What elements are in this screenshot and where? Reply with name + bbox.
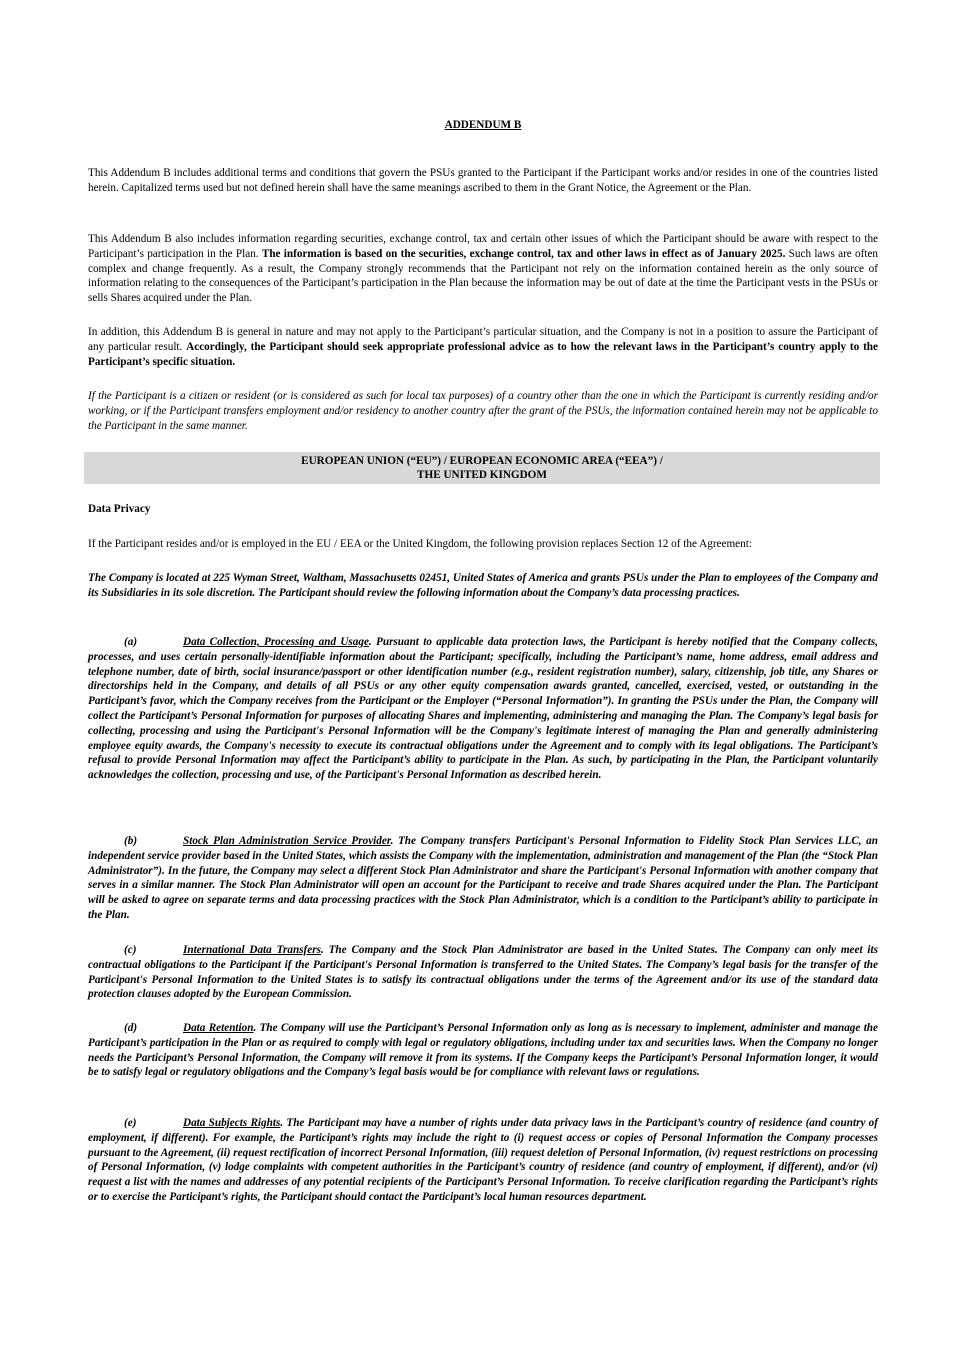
band-line-2: THE UNITED KINGDOM: [417, 469, 547, 482]
band-line-1: EUROPEAN UNION (“EU”) / EUROPEAN ECONOMIC AREA (“EEA”) /: [301, 455, 663, 467]
intro-2-bold: The information is based on the securities, exchange control, tax and other laws in effect as of January 2025.: [261, 247, 786, 260]
privacy-item-e: [88, 1116, 878, 1205]
intro-paragraph-3: [88, 325, 878, 369]
item-title: Data Retention: [183, 1022, 254, 1034]
item-label: (e): [124, 1117, 137, 1129]
item-text: . Pursuant to applicable data protection laws, the Participant is hereby notified that the Company collects, processes, and uses certain personally-identifiable information about the Participant; specifically, including the Participant’s name, home address, email address and telephone number, date of birth, social insurance/passport or other identification number (e.g., resident registration number), salary, citizenship, job title, any Shares or directorships held in the Company, and details of all PSUs or any other equity compensation awards granted, cancelled, exercised, vested, or outstanding in the Participant’s favor, which the Company receives from the Participant or the Employer (“Personal Information”). In granting the PSUs under the Plan, the Company will collect the Participant’s Personal Information for purposes of allocating Shares and implementing, administering and managing the Plan. The Company’s legal basis for collecting, processing and using the Participant's Personal Information will be the Company's legitimate interest of managing the Plan and generally administering employee equity awards, the Company's necessity to execute its contractual obligations under the Agreement and to comply with its legal obligations. The Participant’s refusal to provide Personal Information may affect the Participant’s ability to participate in the Plan. As such, by participating in the Plan, the Participant voluntarily acknowledges the collection, processing and use, of the Participant's Personal Information as described herein.: [88, 636, 879, 782]
item-text: . The Company transfers Participant's Personal Information to Fidelity Stock Plan Services LLC, an independent service provider based in the United States, which assists the Company with the implementation, administration and management of the Plan (the “Stock Plan Administrator”). In the future, the Company may select a different Stock Plan Administrator and share the Participant's Personal Information with another company that serves in a similar manner. The Stock Plan Administrator will open an account for the Participant to receive and trade Shares acquired under the Plan. The Participant will be asked to agree on separate terms and data processing practices with the Stock Plan Administrator, which is a condition to the Participant’s ability to participate in the Plan.: [88, 835, 878, 921]
privacy-item-c: [88, 943, 878, 1002]
item-text: . The Company will use the Participant’s Personal Information only as long as is necessary to implement, administer and manage the Participant’s participation in the Plan or as required to comply with legal or regulatory obligations, including under tax and securities laws. When the Company no longer needs the Participant’s Personal Information, the Company will remove it from its systems. If the Company keeps the Participant’s Personal Information longer, it would be to satisfy legal or regulatory obligations and the Company’s legal basis would be for compliance with relevant laws or regulations.: [88, 1022, 878, 1079]
data-privacy-lead: If the Participant resides and/or is employed in the EU / EEA or the United Kingdom, the following provision replaces Section 12 of the Agreement:: [88, 538, 752, 550]
intro-paragraph-1: This Addendum B includes additional terms and conditions that govern the PSUs granted to the Participant if the Participant works and/or resides in one of the countries listed herein. Capitalized terms used but not defined herein shall have the same meanings ascribed to them in the Grant Notice, the Agreement or the Plan.: [88, 167, 878, 194]
intro-3-text-a: In addition, this Addendum B is general in nature and may not apply to the Participant’s particular situation, and the Company is not in a position to assure the Participant of any particular result.: [88, 326, 878, 353]
item-text: . The Company and the Stock Plan Administrator are based in the United States. The Company can only meet its contractual obligations to the Participant if the Participant's Personal Information is transferred to the United States. The Company’s legal basis for the transfer of the Participant's Personal Information to the United States is to satisfy its contractual obligations under the terms of the Agreement and/or its use of the standard data protection clauses adopted by the European Commission.: [88, 944, 878, 1001]
item-text: . The Participant may have a number of rights under data privacy laws in the Participant’s country of residence (and country of employment, if different). For example, the Participant’s rights may include the right to (i) request access or copies of Personal Information the Company processes pursuant to the Agreement, (ii) request rectification of incorrect Personal Information, (iii) request deletion of Personal Information, (iv) request restrictions on processing of Personal Information, (v) lodge complaints with competent authorities in the Participant’s country of residence (and country of employment, if different), and/or (vi) request a list with the names and addresses of any potential recipients of the Participant’s Personal Information. To receive clarification regarding the Participant’s rights or to exercise the Participant’s rights, the Participant should contact the Participant’s local human resources department.: [88, 1117, 879, 1203]
item-title: Data Subjects Rights: [183, 1117, 281, 1129]
page-title: ADDENDUM B: [444, 119, 522, 131]
item-label: (a): [124, 636, 138, 648]
data-privacy-heading: Data Privacy: [88, 503, 151, 515]
item-label: (c): [124, 944, 137, 956]
intro-paragraph-2: [88, 232, 878, 306]
intro-3-bold: Accordingly, the Participant should seek appropriate professional advice as to how the relevant laws in the Participant’s country apply to the Participant’s specific situation.: [88, 340, 878, 368]
item-label: (b): [124, 835, 138, 847]
section-band-eu-eea-uk: [84, 452, 880, 484]
company-statement: The Company is located at 225 Wyman Street, Waltham, Massachusetts 02451, United States of America and grants PSUs under the Plan to employees of the Company and its Subsidiaries in its sole discretion. The Participant should review the following information about the Company’s data processing practices.: [88, 572, 878, 599]
intro-2-text-a: This Addendum B also includes information regarding securities, exchange control, tax and certain other issues of which the Participant should be aware with respect to the Participant’s participation in the Plan.: [88, 233, 878, 260]
privacy-item-a: [88, 635, 878, 783]
item-title: Stock Plan Administration Service Provider: [183, 835, 391, 847]
privacy-item-b: [88, 834, 878, 923]
intro-paragraph-4: If the Participant is a citizen or resident (or is considered as such for local tax purposes) of a country other than the one in which the Participant is currently residing and/or working, or if the Participant transfers employment and/or residency to another country after the grant of the PSUs, the information contained herein may not be applicable to the Participant in the same manner.: [88, 390, 878, 432]
privacy-item-d: [88, 1021, 878, 1080]
item-label: (d): [124, 1022, 138, 1034]
intro-2-text-b: Such laws are often complex and change frequently. As a result, the Company strongly recommends that the Participant not rely on the information contained herein as the only source of information relating to the consequences of the Participant’s participation in the Plan because the information may be out of date at the time the Participant vests in the PSUs or sells Shares acquired under the Plan.: [88, 247, 879, 305]
item-title: International Data Transfers: [183, 944, 321, 956]
item-title: Data Collection, Processing and Usage: [183, 636, 369, 648]
